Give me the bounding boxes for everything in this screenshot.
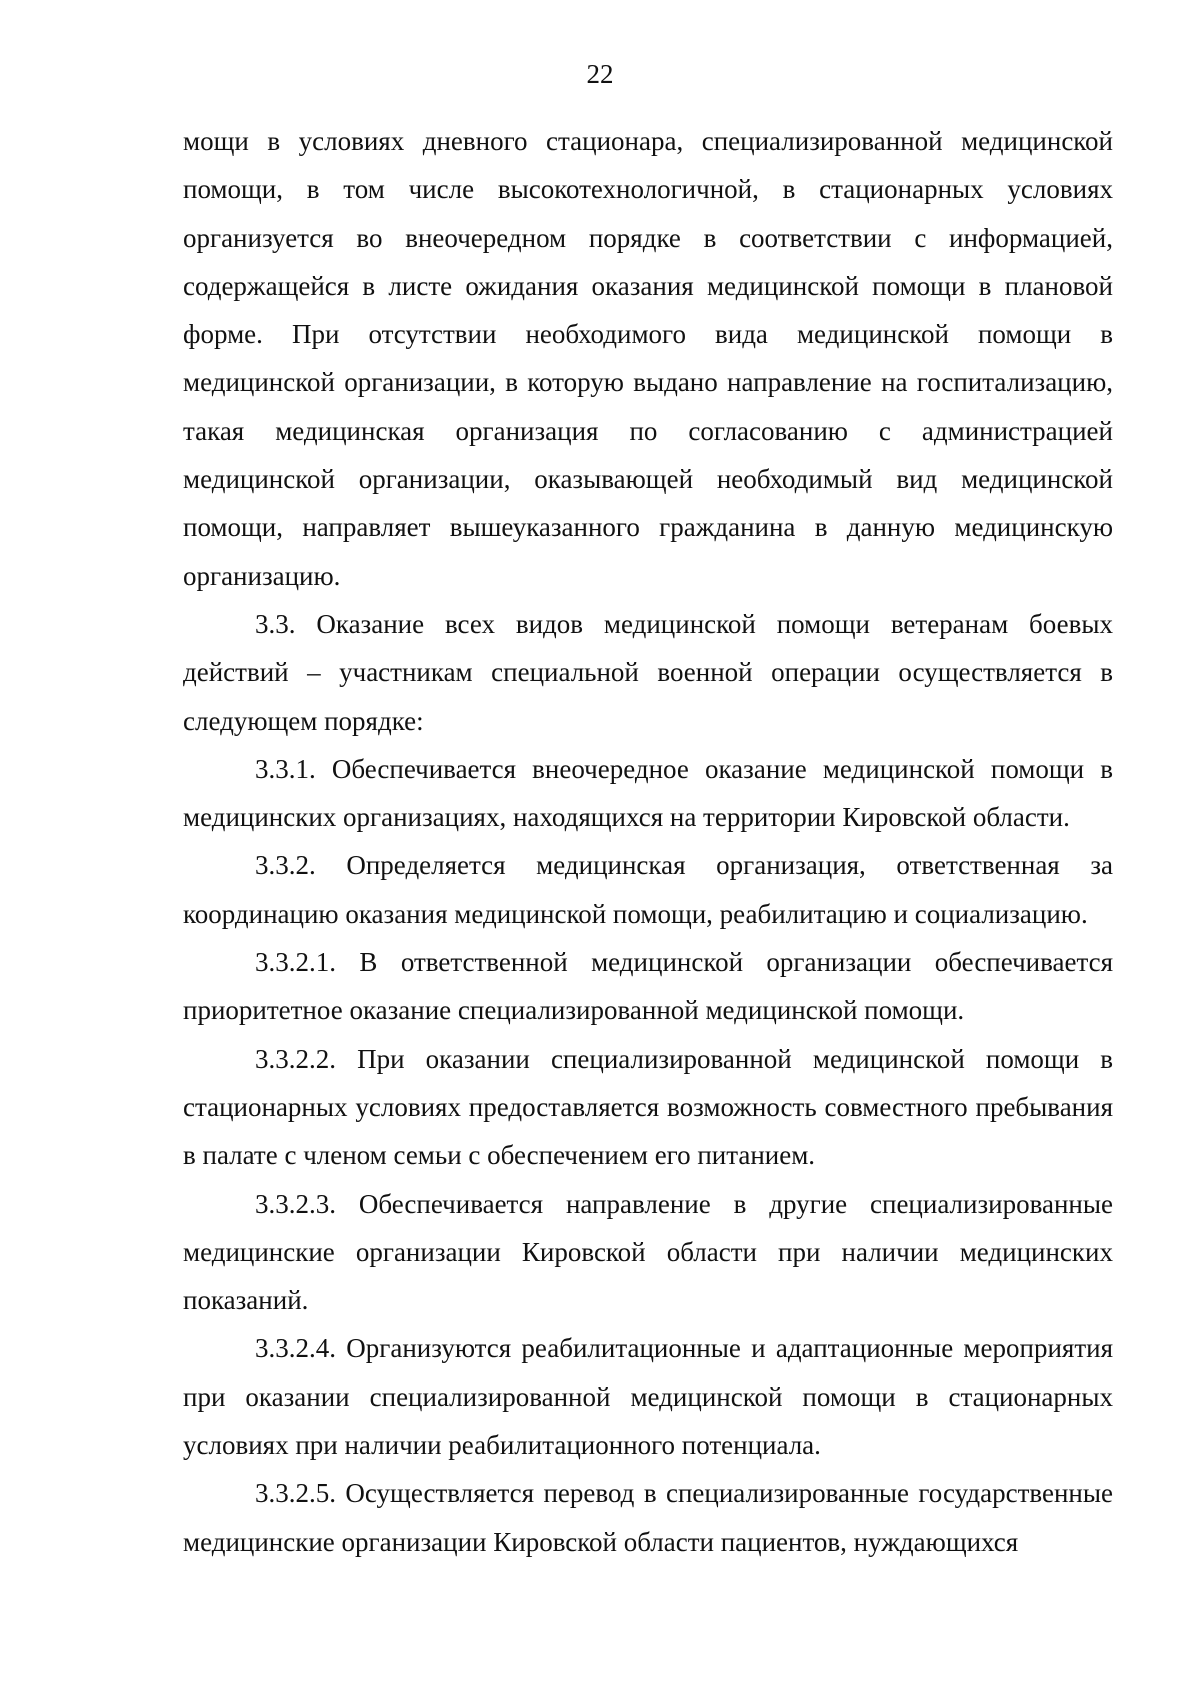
paragraph-3-3-1: 3.3.1. Обеспечивается внеочередное оказание медицинской помощи в медицинских организациях, находящихся на территории Кировской области. [183,753,1113,833]
document-body [183,117,1113,1566]
paragraph-3-3-2-2: 3.3.2.2. При оказании специализированной медицинской помощи в стационарных условиях предоставляется возможность совместного пребывания в палате с членом семьи с обеспечением его питанием. [183,1043,1113,1171]
paragraph-3-3-2-3: 3.3.2.3. Обеспечивается направление в другие специализированные медицинские организации Кировской области при наличии медицинских показаний. [183,1188,1113,1316]
paragraph-continuation: мощи в условиях дневного стационара, специализированной медицинской помощи, в том числе высокотехнологичной, в стационарных условиях организуется во внеочередном порядке в соответствии с информацией, содержащейся в листе ожидания оказания медицинской помощи в плановой форме. При отсутствии необходимого вида медицинской помощи в медицинской организации, в которую выдано направление на госпитализацию, такая медицинская организация по согласованию с администрацией медицинской организации, оказывающей необходимый вид медицинской помощи, направляет вышеуказанного гражданина в данную медицинскую организацию. [183,126,1113,591]
paragraph-3-3: 3.3. Оказание всех видов медицинской помощи ветеранам боевых действий – участникам специальной военной операции осуществляется в следующем порядке: [183,608,1113,736]
paragraph-3-3-2-1: 3.3.2.1. В ответственной медицинской организации обеспечивается приоритетное оказание специализированной медицинской помощи. [183,947,1113,1026]
paragraph-3-3-2-4: 3.3.2.4. Организуются реабилитационные и адаптационные мероприятия при оказании специализированной медицинской помощи в стационарных условиях при наличии реабилитационного потенциала. [183,1333,1113,1461]
paragraph-3-3-2-5: 3.3.2.5. Осуществляется перевод в специализированные государственные медицинские организации Кировской области пациентов, нуждающихся [183,1478,1113,1557]
page-number: 22 [586,59,614,89]
paragraph-3-3-2: 3.3.2. Определяется медицинская организация, ответственная за координацию оказания медицинской помощи, реабилитацию и социализацию. [183,850,1113,929]
